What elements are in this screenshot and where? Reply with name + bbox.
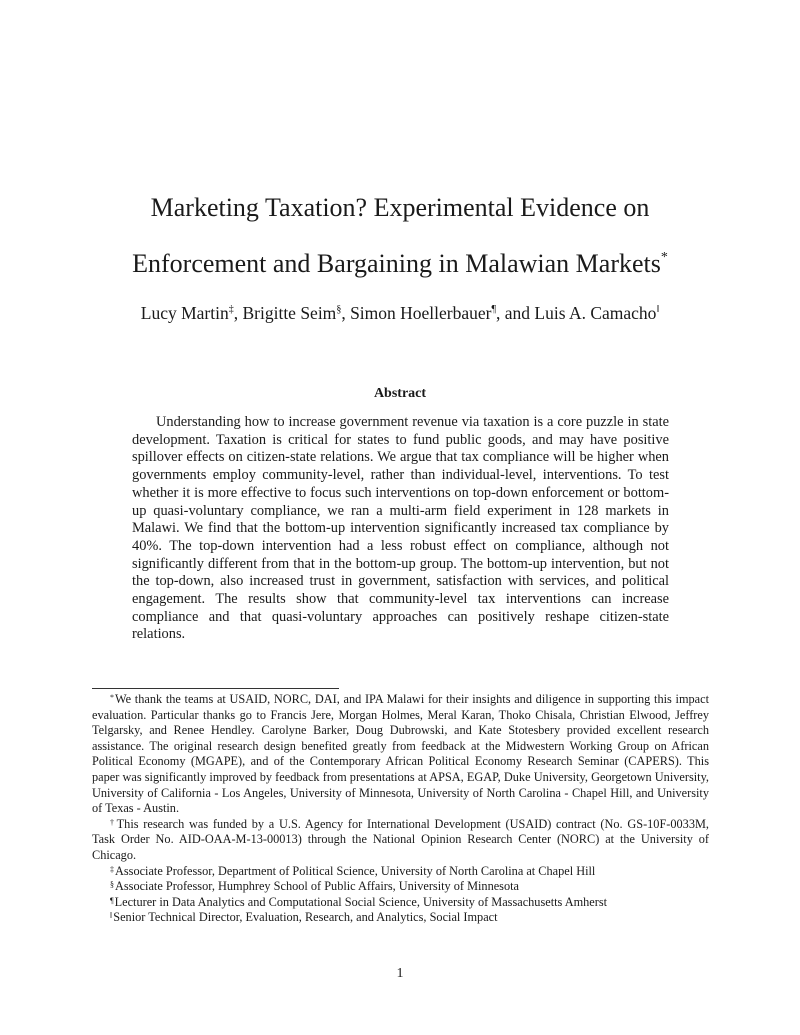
title-footnote-mark: * xyxy=(660,250,668,266)
footnote xyxy=(92,864,709,880)
author-separator-and: and xyxy=(504,303,531,323)
footnote-mark: * xyxy=(110,693,114,702)
footnote-text: We thank the teams at USAID, NORC, DAI, and IPA Malawi for their insights and diligence in supporting this impact evaluation. Particular thanks go to Francis Jere, Morgan Holmes, Meral Karan, Thoko Chisala, Christian Elwood, Jeffrey Telgarsky, and Renee Hendley. Carolyne Barker, Doug Dubrowski, and Kate Stotesbery provided excellent research assistance. The original research design benefited greatly from feedback at the Midwestern Working Group on African Political Economy (MGAPE), and of the Contemporary African Political Economy Research Seminar (CAPERS). This paper was significantly improved by feedback from presentations at APSA, EGAP, Duke University, Georgetown University, University of California - Los Angeles, University of Minnesota, University of North Carolina - Chapel Hill, and University of Texas - Austin. xyxy=(92,692,709,816)
author-name: Brigitte Seim xyxy=(242,303,337,323)
footnote-divider xyxy=(92,688,339,689)
abstract-heading: Abstract xyxy=(373,386,427,401)
author-separator: , xyxy=(341,303,346,323)
author-footnote-mark: § xyxy=(336,304,342,315)
author-list xyxy=(60,301,740,325)
author-name: Simon Hoellerbauer xyxy=(350,303,492,323)
page-number: 1 xyxy=(396,966,404,981)
footnote-text: Lecturer in Data Analytics and Computational Social Science, University of Massachusetts Amherst xyxy=(114,894,608,909)
footnote-text: This research was funded by a U.S. Agency for International Development (USAID) contract (No. GS-10F-0033M, Task Order No. AID-OAA-M-13-00013) through the National Opinion Research Center (NORC) at the University of Chicago. xyxy=(92,816,709,862)
footnote-text: Associate Professor, Humphrey School of Public Affairs, University of Minnesota xyxy=(115,879,519,894)
abstract-text: Understanding how to increase government revenue via taxation is a core puzzle in state development. Taxation is critical for states to fund public goods, and may have positive spillover effects on citizen-state relations. We argue that tax compliance will be higher when governments employ community-level, rather than individual-level, interventions. To test whether it is more effective to focus such interventions on top-down enforcement or bottom-up quasi-voluntary compliance, we ran a multi-arm field experiment in 128 markets in Malawi. We find that the bottom-up intervention significantly increased tax compliance by 40%. The top-down intervention had a less robust effect on compliance, although not significantly different from that in the bottom-up group. The bottom-up intervention, but not the top-down, also increased trust in government, satisfaction with services, and political engagement. The results show that community-level tax interventions can increase compliance and that quasi-voluntary approaches can positively reshape citizen-state relations. xyxy=(132,414,669,643)
footnote xyxy=(92,692,709,817)
footnote-mark: ¶ xyxy=(110,895,114,905)
title-line-2: Enforcement and Bargaining in Malawian Markets xyxy=(132,249,661,279)
author-name: Lucy Martin xyxy=(140,303,229,323)
author-separator: , xyxy=(496,303,501,323)
footnote xyxy=(92,879,709,895)
footnotes xyxy=(92,692,709,926)
title-line-1: Marketing Taxation? Experimental Evidence on xyxy=(150,193,650,223)
paper-title xyxy=(60,180,740,292)
footnote-mark: § xyxy=(110,880,114,890)
author-footnote-mark: ‡ xyxy=(228,304,234,315)
footnote xyxy=(92,910,709,926)
footnote-mark: † xyxy=(110,817,116,827)
footnote-mark: ‖ xyxy=(110,911,113,921)
footnote xyxy=(92,817,709,864)
footnote-text: Associate Professor, Department of Political Science, University of North Carolina at Chapel Hill xyxy=(115,863,596,878)
footnote-text: Senior Technical Director, Evaluation, Research, and Analytics, Social Impact xyxy=(113,910,498,925)
footnote-mark: ‡ xyxy=(110,864,114,874)
author-footnote-mark: ¶ xyxy=(491,304,497,315)
author-separator: , xyxy=(233,303,239,323)
footnote xyxy=(92,895,709,911)
author-name: Luis A. Camacho xyxy=(534,303,657,323)
author-footnote-mark: ‖ xyxy=(656,304,660,315)
